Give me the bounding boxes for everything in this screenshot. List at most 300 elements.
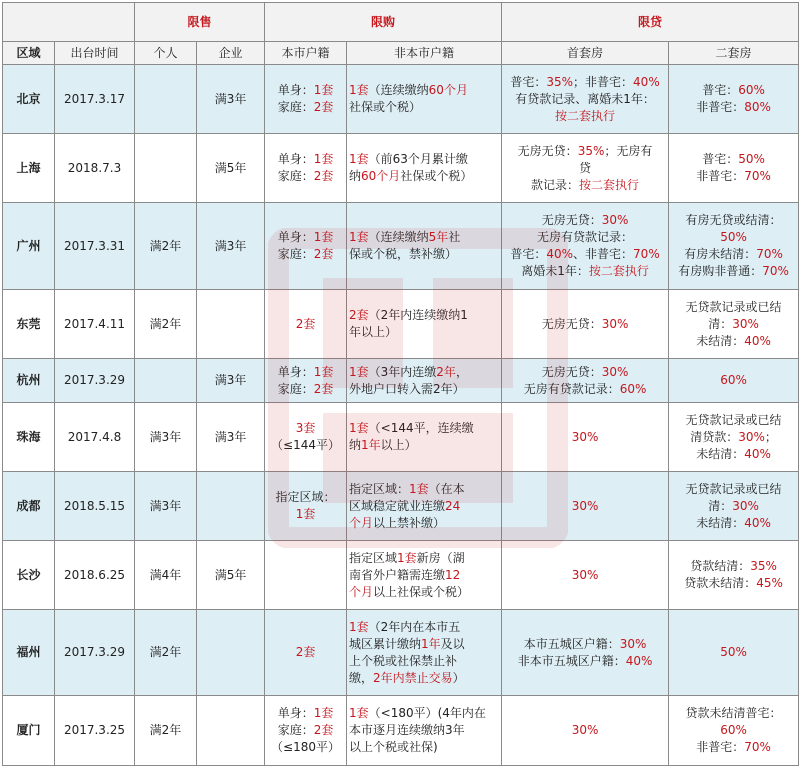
first-cell bbox=[502, 134, 669, 203]
cell-line bbox=[267, 99, 344, 116]
highlight-text: 30% bbox=[601, 213, 629, 227]
highlight-text: 30% bbox=[732, 316, 759, 331]
highlight-text: 2套 bbox=[349, 308, 369, 322]
plain-text: 有房购非普通： bbox=[678, 264, 763, 278]
cell-line bbox=[671, 299, 796, 316]
header-nonlocal: 非本市户籍 bbox=[347, 42, 502, 65]
cell-line bbox=[504, 177, 666, 194]
cell-line bbox=[267, 229, 344, 246]
plain-text: ） bbox=[452, 670, 465, 685]
cell-line bbox=[671, 151, 796, 168]
cell-line bbox=[267, 739, 344, 756]
individual-cell bbox=[135, 134, 197, 203]
highlight-text: 60个月 bbox=[428, 83, 468, 97]
header-date: 出台时间 bbox=[55, 42, 135, 65]
table-row bbox=[3, 696, 799, 766]
local-cell bbox=[265, 403, 347, 472]
enterprise-cell bbox=[197, 290, 265, 359]
plain-text: 贷款结清： bbox=[690, 559, 751, 573]
cell-line bbox=[671, 481, 796, 498]
cell-line bbox=[349, 550, 499, 567]
cell-line bbox=[504, 143, 666, 160]
table-row bbox=[3, 403, 799, 472]
cell-line bbox=[349, 324, 499, 341]
highlight-text: 70% bbox=[744, 169, 771, 183]
individual-cell bbox=[135, 359, 197, 403]
nonlocal-cell bbox=[347, 541, 502, 610]
plain-text: 社保或个税） bbox=[400, 169, 473, 183]
cell-line bbox=[349, 246, 499, 263]
plain-text: 南省外户籍需连缴 bbox=[349, 567, 446, 582]
cell-line bbox=[349, 567, 499, 584]
highlight-text: 60% bbox=[720, 723, 747, 737]
plain-text: 新房（湖 bbox=[416, 550, 465, 565]
plain-text: 缴， bbox=[349, 670, 374, 685]
plain-text: 单身： bbox=[277, 83, 314, 97]
highlight-text: 40% bbox=[744, 446, 771, 461]
cell-line bbox=[267, 705, 344, 722]
table-row bbox=[3, 134, 799, 203]
cell-line bbox=[671, 739, 796, 756]
cell-line bbox=[349, 584, 499, 601]
table-row bbox=[3, 359, 799, 403]
cell-line bbox=[267, 168, 344, 185]
highlight-text: 30% bbox=[619, 636, 647, 651]
individual-cell: 满2年 bbox=[135, 610, 197, 696]
nonlocal-cell bbox=[347, 359, 502, 403]
plain-text: （<180平）(4年内在 bbox=[368, 706, 486, 720]
plain-text: 家庭： bbox=[277, 169, 314, 183]
cell-line bbox=[671, 212, 796, 229]
nonlocal-cell bbox=[347, 472, 502, 541]
plain-text: （在本 bbox=[428, 481, 465, 496]
highlight-text: 12 bbox=[445, 567, 461, 582]
second-cell bbox=[669, 472, 799, 541]
plain-text: 纳 bbox=[349, 169, 362, 183]
cell-line bbox=[267, 364, 344, 381]
highlight-text: 35% bbox=[546, 74, 574, 89]
plain-text: 、非普宅： bbox=[573, 247, 634, 261]
highlight-text: 30% bbox=[571, 723, 599, 737]
local-cell bbox=[265, 359, 347, 403]
local-cell bbox=[265, 290, 347, 359]
cell-line bbox=[349, 636, 499, 653]
cell-line bbox=[504, 636, 666, 653]
highlight-text: 45% bbox=[756, 576, 783, 590]
plain-text: 清： bbox=[708, 316, 733, 331]
enterprise-cell: 满5年 bbox=[197, 541, 265, 610]
plain-text: 单身： bbox=[277, 230, 314, 244]
table-row bbox=[3, 610, 799, 696]
local-cell bbox=[265, 203, 347, 290]
date-cell: 2018.5.15 bbox=[55, 472, 135, 541]
date-cell: 2017.3.25 bbox=[55, 696, 135, 766]
cell-line bbox=[267, 437, 344, 454]
highlight-text: 2套 bbox=[313, 100, 334, 114]
cell-line bbox=[349, 670, 499, 687]
cell-line bbox=[349, 82, 499, 99]
plain-text: 保或个税，禁补缴） bbox=[349, 247, 458, 261]
highlight-text: 1套 bbox=[349, 706, 369, 720]
first-cell bbox=[502, 610, 669, 696]
highlight-text: 1年 bbox=[421, 636, 441, 651]
individual-cell: 满3年 bbox=[135, 403, 197, 472]
local-cell bbox=[265, 696, 347, 766]
housing-policy-table bbox=[2, 2, 799, 766]
cell-line bbox=[504, 316, 666, 333]
highlight-text: 50% bbox=[720, 645, 747, 659]
first-cell bbox=[502, 403, 669, 472]
cell-line bbox=[671, 705, 796, 722]
date-cell: 2017.4.8 bbox=[55, 403, 135, 472]
enterprise-cell: 满3年 bbox=[197, 403, 265, 472]
highlight-text: 1套 bbox=[313, 230, 334, 244]
local-cell bbox=[265, 541, 347, 610]
cell-line bbox=[671, 229, 796, 246]
highlight-text: 40% bbox=[633, 74, 660, 89]
cell-line bbox=[671, 246, 796, 263]
plain-text: 款记录： bbox=[531, 177, 580, 192]
date-cell: 2017.3.29 bbox=[55, 610, 135, 696]
plain-text: 未结清： bbox=[696, 446, 745, 461]
cell-line bbox=[504, 722, 666, 739]
highlight-text: 1套 bbox=[313, 83, 334, 97]
highlight-text: 30% bbox=[571, 498, 599, 513]
individual-cell: 满2年 bbox=[135, 290, 197, 359]
date-cell: 2017.3.31 bbox=[55, 203, 135, 290]
plain-text: 未结清： bbox=[696, 515, 745, 530]
local-cell bbox=[265, 610, 347, 696]
plain-text: 家庭： bbox=[277, 247, 314, 261]
cell-line bbox=[349, 722, 499, 739]
cell-line bbox=[349, 151, 499, 168]
plain-text: 以上禁补缴） bbox=[373, 515, 446, 530]
highlight-text: 按二套执行 bbox=[579, 177, 640, 192]
group-header-blank bbox=[3, 3, 135, 42]
plain-text: （2年内连续缴纳1 bbox=[368, 308, 468, 322]
cell-line bbox=[349, 229, 499, 246]
plain-text: ， bbox=[455, 364, 468, 379]
group-header-sale: 限售 bbox=[135, 3, 265, 42]
highlight-text: 2套 bbox=[313, 723, 334, 737]
cell-line bbox=[671, 515, 796, 532]
header-second-home: 二套房 bbox=[669, 42, 799, 65]
plain-text: 单身： bbox=[277, 364, 314, 379]
city-cell: 东莞 bbox=[3, 290, 55, 359]
plain-text: 普宅： bbox=[702, 83, 739, 97]
cell-line bbox=[671, 412, 796, 429]
first-cell bbox=[502, 696, 669, 766]
city-cell: 成都 bbox=[3, 472, 55, 541]
cell-line bbox=[267, 722, 344, 739]
local-cell bbox=[265, 472, 347, 541]
highlight-text: 40% bbox=[546, 247, 574, 261]
highlight-text: 1套 bbox=[349, 619, 369, 634]
enterprise-cell: 满3年 bbox=[197, 359, 265, 403]
cell-line bbox=[504, 229, 666, 246]
highlight-text: 30% bbox=[571, 429, 599, 444]
plain-text: 以上个税或社保) bbox=[349, 740, 438, 754]
highlight-text: 70% bbox=[756, 247, 783, 261]
nonlocal-cell bbox=[347, 403, 502, 472]
plain-text: （3年内连缴 bbox=[368, 364, 437, 379]
cell-line bbox=[267, 644, 344, 661]
plain-text: （2年内在本市五 bbox=[368, 619, 461, 634]
plain-text: 区域稳定就业连缴 bbox=[349, 498, 446, 513]
plain-text: 纳 bbox=[349, 438, 362, 452]
highlight-text: 2年内禁止交易 bbox=[373, 670, 453, 685]
plain-text: 贷款未结清普宅： bbox=[685, 706, 782, 720]
cell-line bbox=[349, 364, 499, 381]
cell-line bbox=[349, 653, 499, 670]
cell-line bbox=[349, 481, 499, 498]
city-cell: 北京 bbox=[3, 65, 55, 134]
plain-text: 非普宅： bbox=[696, 169, 745, 183]
plain-text: 有贷款记录、离婚未1年： bbox=[515, 91, 655, 106]
header-local: 本市户籍 bbox=[265, 42, 347, 65]
highlight-text: 35% bbox=[577, 143, 605, 158]
cell-line bbox=[267, 316, 344, 333]
first-cell bbox=[502, 541, 669, 610]
second-cell bbox=[669, 541, 799, 610]
date-cell: 2017.4.11 bbox=[55, 290, 135, 359]
plain-text: 城区累计缴纳 bbox=[349, 636, 422, 651]
cell-line bbox=[671, 498, 796, 515]
highlight-text: 30% bbox=[732, 498, 759, 513]
highlight-text: 1套 bbox=[313, 152, 334, 166]
highlight-text: 70% bbox=[633, 247, 660, 261]
cell-line bbox=[267, 420, 344, 437]
first-cell bbox=[502, 290, 669, 359]
cell-line bbox=[671, 82, 796, 99]
plain-text: （前63个月累计缴 bbox=[368, 152, 468, 166]
highlight-text: 2套 bbox=[313, 247, 334, 261]
highlight-text: 1套 bbox=[349, 152, 369, 166]
highlight-text: 50% bbox=[738, 152, 765, 166]
enterprise-cell: 满3年 bbox=[197, 203, 265, 290]
plain-text: 无贷款记录或已结 bbox=[685, 412, 782, 427]
plain-text: 清贷款： bbox=[690, 429, 739, 444]
highlight-text: 个月 bbox=[349, 584, 374, 599]
nonlocal-cell bbox=[347, 696, 502, 766]
city-cell: 长沙 bbox=[3, 541, 55, 610]
group-header-loan: 限贷 bbox=[502, 3, 799, 42]
cell-line bbox=[671, 316, 796, 333]
highlight-text: 1套 bbox=[349, 230, 369, 244]
plain-text: 社保或个税） bbox=[349, 100, 422, 114]
individual-cell: 满2年 bbox=[135, 696, 197, 766]
group-header-purchase: 限购 bbox=[265, 3, 502, 42]
plain-text: 外地户口转入需2年） bbox=[349, 381, 465, 396]
highlight-text: 2套 bbox=[313, 381, 334, 396]
cell-line bbox=[671, 575, 796, 592]
plain-text: 未结清： bbox=[696, 333, 745, 348]
city-cell: 珠海 bbox=[3, 403, 55, 472]
plain-text: 以上） bbox=[380, 438, 417, 452]
header-individual: 个人 bbox=[135, 42, 197, 65]
enterprise-cell: 满3年 bbox=[197, 65, 265, 134]
cell-line bbox=[349, 739, 499, 756]
highlight-text: 1年 bbox=[361, 438, 381, 452]
plain-text: 家庭： bbox=[277, 100, 314, 114]
header-enterprise: 企业 bbox=[197, 42, 265, 65]
highlight-text: 5年 bbox=[428, 230, 449, 244]
plain-text: 贷 bbox=[579, 160, 592, 175]
highlight-text: 1套 bbox=[295, 507, 316, 521]
plain-text: 无房无贷： bbox=[517, 143, 578, 158]
plain-text: 非普宅： bbox=[696, 100, 745, 114]
highlight-text: 2套 bbox=[295, 316, 316, 331]
cell-line bbox=[671, 372, 796, 389]
highlight-text: 1套 bbox=[313, 706, 334, 720]
highlight-text: 50% bbox=[720, 230, 747, 244]
nonlocal-cell bbox=[347, 203, 502, 290]
second-cell bbox=[669, 203, 799, 290]
table-row bbox=[3, 65, 799, 134]
plain-text: 指定区域 bbox=[349, 550, 398, 565]
plain-text: 家庭： bbox=[277, 381, 314, 396]
cell-line bbox=[671, 429, 796, 446]
plain-text: 无房无贷： bbox=[541, 213, 602, 227]
city-cell: 上海 bbox=[3, 134, 55, 203]
cell-line bbox=[267, 82, 344, 99]
plain-text: 及以 bbox=[440, 636, 465, 651]
city-cell: 广州 bbox=[3, 203, 55, 290]
cell-line bbox=[349, 99, 499, 116]
highlight-text: 30% bbox=[571, 567, 599, 582]
highlight-text: 30% bbox=[601, 316, 629, 331]
plain-text: （<144平，连续缴 bbox=[368, 421, 474, 435]
plain-text: 本市五城区户籍： bbox=[523, 636, 620, 651]
plain-text: 普宅： bbox=[510, 247, 547, 261]
cell-line bbox=[671, 722, 796, 739]
cell-line bbox=[504, 429, 666, 446]
highlight-text: 按二套执行 bbox=[555, 108, 616, 123]
highlight-text: 70% bbox=[762, 264, 789, 278]
cell-line bbox=[671, 333, 796, 350]
header-first-home: 首套房 bbox=[502, 42, 669, 65]
cell-line bbox=[504, 364, 666, 381]
cell-line bbox=[349, 515, 499, 532]
second-cell bbox=[669, 403, 799, 472]
individual-cell: 满2年 bbox=[135, 203, 197, 290]
second-cell bbox=[669, 359, 799, 403]
cell-line bbox=[349, 705, 499, 722]
plain-text: （≤180平） bbox=[271, 740, 340, 754]
plain-text: 无贷款记录或已结 bbox=[685, 299, 782, 314]
plain-text: 年以上） bbox=[349, 325, 398, 339]
cell-line bbox=[671, 99, 796, 116]
plain-text: 指定区域： bbox=[349, 481, 410, 496]
plain-text: 非本市五城区户籍： bbox=[517, 653, 626, 668]
plain-text: 单身： bbox=[277, 152, 314, 166]
plain-text: ； bbox=[764, 429, 777, 444]
cell-line bbox=[267, 489, 344, 506]
plain-text: 上个税或社保禁止补 bbox=[349, 653, 458, 668]
highlight-text: 2套 bbox=[295, 645, 316, 659]
cell-line bbox=[349, 168, 499, 185]
table-row bbox=[3, 541, 799, 610]
cell-line bbox=[349, 619, 499, 636]
highlight-text: 35% bbox=[750, 559, 777, 573]
cell-line bbox=[504, 567, 666, 584]
first-cell bbox=[502, 359, 669, 403]
cell-line bbox=[671, 168, 796, 185]
cell-line bbox=[349, 498, 499, 515]
cell-line bbox=[671, 446, 796, 463]
first-cell bbox=[502, 203, 669, 290]
second-cell bbox=[669, 696, 799, 766]
highlight-text: 70% bbox=[744, 740, 771, 754]
highlight-text: 1套 bbox=[349, 83, 369, 97]
plain-text: 有房无贷或结清： bbox=[685, 213, 782, 227]
cell-line bbox=[504, 160, 666, 177]
second-cell bbox=[669, 290, 799, 359]
plain-text: 普宅： bbox=[510, 74, 547, 89]
first-cell bbox=[502, 65, 669, 134]
local-cell bbox=[265, 65, 347, 134]
cell-line bbox=[504, 74, 666, 91]
plain-text: 无房有贷款记录： bbox=[537, 230, 634, 244]
plain-text: （连续缴纳 bbox=[368, 230, 429, 244]
highlight-text: 60% bbox=[619, 381, 647, 396]
plain-text: 指定区域： bbox=[275, 490, 336, 504]
highlight-text: 40% bbox=[625, 653, 653, 668]
plain-text: ；非普宅： bbox=[573, 74, 634, 89]
nonlocal-cell bbox=[347, 290, 502, 359]
column-header-row bbox=[3, 42, 799, 65]
group-header-row bbox=[3, 3, 799, 42]
enterprise-cell: 满5年 bbox=[197, 134, 265, 203]
nonlocal-cell bbox=[347, 134, 502, 203]
enterprise-cell bbox=[197, 472, 265, 541]
cell-line bbox=[504, 263, 666, 280]
date-cell: 2018.6.25 bbox=[55, 541, 135, 610]
plain-text: 普宅： bbox=[702, 152, 739, 166]
enterprise-cell bbox=[197, 610, 265, 696]
cell-line bbox=[349, 307, 499, 324]
enterprise-cell bbox=[197, 696, 265, 766]
plain-text: （连续缴纳 bbox=[368, 83, 429, 97]
highlight-text: 1套 bbox=[397, 550, 417, 565]
cell-line bbox=[504, 212, 666, 229]
second-cell bbox=[669, 65, 799, 134]
cell-line bbox=[267, 246, 344, 263]
table-row bbox=[3, 203, 799, 290]
plain-text: （≤144平） bbox=[271, 438, 340, 452]
highlight-text: 30% bbox=[738, 429, 765, 444]
date-cell: 2018.7.3 bbox=[55, 134, 135, 203]
cell-line bbox=[504, 381, 666, 398]
plain-text: 无贷款记录或已结 bbox=[685, 481, 782, 496]
highlight-text: 1套 bbox=[349, 421, 369, 435]
plain-text: 单身： bbox=[277, 706, 314, 720]
header-region: 区域 bbox=[3, 42, 55, 65]
individual-cell bbox=[135, 65, 197, 134]
cell-line bbox=[267, 506, 344, 523]
second-cell bbox=[669, 134, 799, 203]
plain-text: 本市逐月连续缴纳3年 bbox=[349, 723, 465, 737]
plain-text: 社 bbox=[448, 230, 461, 244]
highlight-text: 60个月 bbox=[361, 169, 401, 183]
plain-text: 清： bbox=[708, 498, 733, 513]
second-cell bbox=[669, 610, 799, 696]
local-cell bbox=[265, 134, 347, 203]
plain-text: 无房有贷款记录： bbox=[523, 381, 620, 396]
plain-text: 无房无贷： bbox=[541, 316, 602, 331]
cell-line bbox=[349, 381, 499, 398]
city-cell: 杭州 bbox=[3, 359, 55, 403]
